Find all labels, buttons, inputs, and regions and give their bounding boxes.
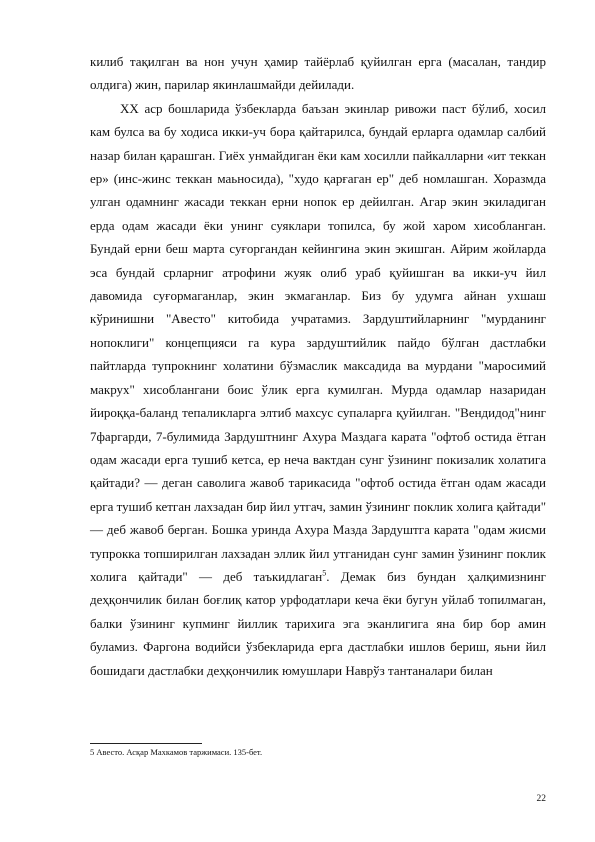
footnote-text: 5 Авесто. Асқар Махкамов таржимаси. 135-бет. xyxy=(90,747,263,757)
page-body xyxy=(90,50,546,682)
paragraph-main-tail: . Демак биз бундан ҳалқимизнинг деҳқончилик билан боғлиқ катор урфодатлари кеча ёки бугун уйлаб топилмаган, балки ўзининг купминг йиллик тарихига эга эканлигига яна бир бор амин буламиз. Фаргона водийси ўзбекларида ерга дастлабки ишлов бериш, яьни йил бошидаги дастлабки деҳқончилик юмушлари Наврўз тантаналари билан xyxy=(90,568,546,678)
page-number: 22 xyxy=(536,794,546,804)
main-text xyxy=(90,50,546,682)
paragraph-continuation: килиб тақилган ва нон учун ҳамир тайёрлаб қуйилган ерга (масалан, тандир олдига) жин, парилар якинлашмайди дейилади. xyxy=(90,54,546,93)
footnote-reference: 5 xyxy=(322,568,327,578)
paragraph-main xyxy=(90,97,546,682)
paragraph-main-text: XX аср бошларида ўзбекларда баъзан экинлар ривожи паст бўлиб, хосил кам булса ва бу ходиса икки-уч бора қайтарилса, бундай ерларга одамлар салбий назар билан қарашган. Гиёх унмайдиган ёки кам хосилли пайкалларни «ит теккан ер» (инс-жинс теккан маьносида), "худо қарғаган ер" деб номлашган. Хоразмда улган одамнинг жасади теккан ерни нопок ер дейилган. Агар экин экиладиган ерда одам жасади ёки унинг суяклари топилса, бу жой харом хисобланган. Бундай ерни беш марта суғоргандан кейингина экин экишган. Айрим жойларда эса бундай срларниг атрофини жуяк олиб ураб қуйишган ва икки-уч йил давомида суғормаганлар, экин экмаганлар. Биз бу удумга айнан ухшаш кўринишни "Авесто" китобида учратамиз. Зардуштийларнинг "мурданинг нопоклиги" концепцияси га кура зардуштийлик пайдо бўлган дастлабки пайтларда тупрокнинг холатини бўзмаслик максадида ва мурдани "маросимий макрух" хисоблангани боис ўлик ерга кумилган. Мурда одамлар назаридан йироққа-баланд тепаликларга элтиб махсус супаларга қуйилган. "Вендидод"нинг 7фаргарди, 7-булимида Зардуштнинг Ахура Маздага карата "офтоб остида ётган одам жасади ерга тушиб кетса, ер неча вактдан сунг ўзининг покизалик холатига қайтади? — деган саволига жавоб тарикасида "офтоб остида ётган одам жасади ерга тушиб кетган лахзадан бир йил утгач, замин ўзининг поклик холига қайтади" — деб жавоб берган. Бошка уринда Ахура Мазда Зардуштга карата "одам жисми тупрокка топширилган лахзадан эллик йил утганидан сунг замин ўзининг поклик холига қайтади" — деб таъкидлаган xyxy=(90,100,546,584)
footnote-separator xyxy=(90,743,202,744)
